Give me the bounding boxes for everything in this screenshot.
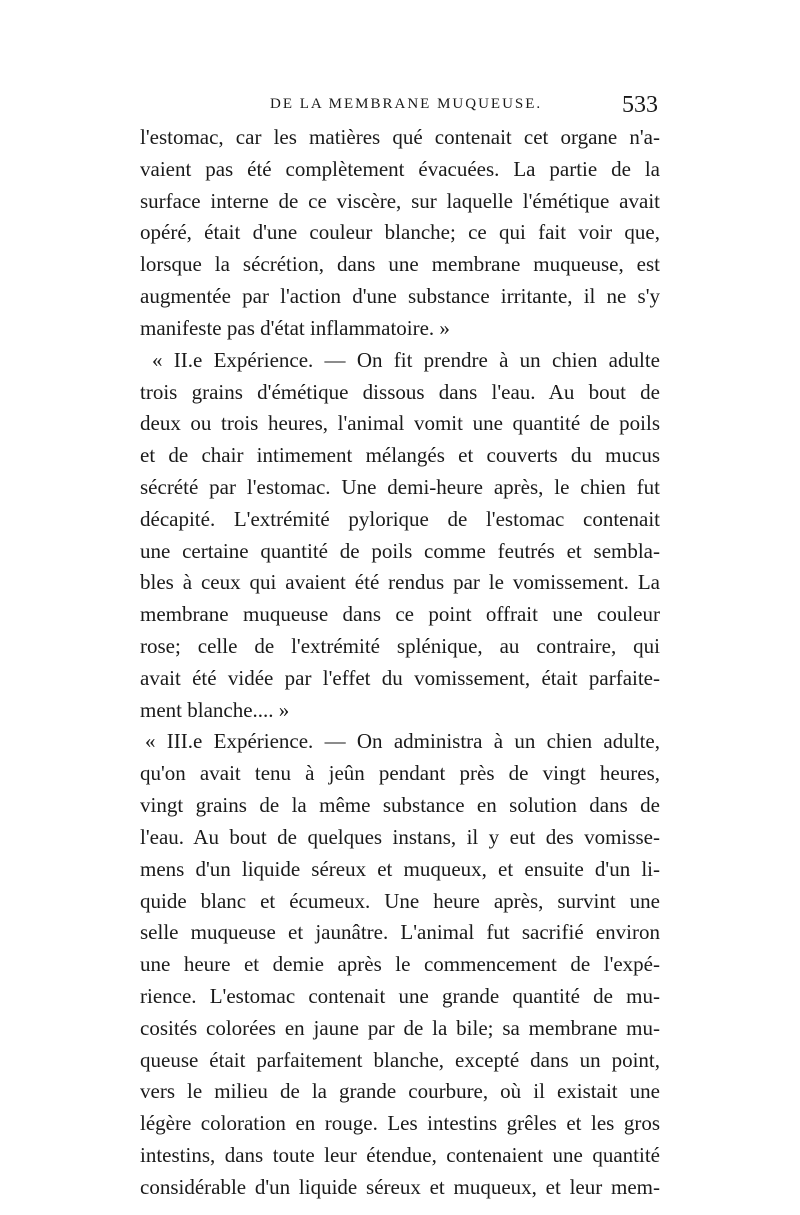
text-line: bles à ceux qui avaient été rendus par le vomissement. La <box>140 570 660 595</box>
text-line: rience. L'estomac contenait une grande quantité de mu- <box>140 983 660 1008</box>
text-line: une certaine quantité de poils comme feutrés et sembla- <box>140 538 660 563</box>
text-line: vers le milieu de la grande courbure, où il existait une <box>140 1079 660 1104</box>
text-line: augmentée par l'action d'une substance irritante, il ne s'y <box>140 284 660 309</box>
text-line: sécrété par l'estomac. Une demi-heure après, le chien fut <box>140 474 660 499</box>
text-line: lorsque la sécrétion, dans une membrane muqueuse, est <box>140 252 660 277</box>
text-line: vingt grains de la même substance en solution dans de <box>140 793 660 818</box>
running-head <box>140 92 670 122</box>
text-line: ment blanche.... » <box>140 697 290 722</box>
text-line: manifeste pas d'état inflammatoire. » <box>140 315 450 340</box>
text-line: légère coloration en rouge. Les intestins grêles et les gros <box>140 1111 660 1136</box>
text-line: mens d'un liquide séreux et muqueux, et ensuite d'un li- <box>140 856 660 881</box>
text-line: queuse était parfaitement blanche, excepté dans un point, <box>140 1047 660 1072</box>
text-line: considérable d'un liquide séreux et muqueux, et leur mem- <box>140 1174 660 1199</box>
text-line: décapité. L'extrémité pylorique de l'estomac contenait <box>140 506 660 531</box>
page-number: 533 <box>622 92 658 118</box>
body-text <box>140 122 660 1204</box>
text-line: cosités colorées en jaune par de la bile; sa membrane mu- <box>140 1015 660 1040</box>
text-line: et de chair intimement mélangés et couverts du mucus <box>140 443 660 468</box>
text-line: quide blanc et écumeux. Une heure après, survint une <box>140 888 660 913</box>
text-line: selle muqueuse et jaunâtre. L'animal fut sacrifié environ <box>140 920 660 945</box>
text-line: membrane muqueuse dans ce point offrait une couleur <box>140 602 660 627</box>
text-line: « II.e Expérience. — On fit prendre à un chien adulte <box>152 347 660 372</box>
text-line: « III.e Expérience. — On administra à un chien adulte, <box>145 729 660 754</box>
text-line: trois grains d'émétique dissous dans l'eau. Au bout de <box>140 379 660 404</box>
text-line: opéré, était d'une couleur blanche; ce qui fait voir que, <box>140 220 660 245</box>
running-title: DE LA MEMBRANE MUQUEUSE. <box>270 96 543 112</box>
text-line: surface interne de ce viscère, sur laquelle l'émétique avait <box>140 188 660 213</box>
text-line: avait été vidée par l'effet du vomissement, était parfaite- <box>140 665 660 690</box>
text-line: l'estomac, car les matières qué contenait cet organe n'a- <box>140 125 660 149</box>
text-line: intestins, dans toute leur étendue, contenaient une quantité <box>140 1143 660 1167</box>
text-line: l'eau. Au bout de quelques instans, il y eut des vomisse- <box>140 824 660 849</box>
text-line: qu'on avait tenu à jeûn pendant près de vingt heures, <box>140 761 660 786</box>
text-line: deux ou trois heures, l'animal vomit une quantité de poils <box>140 411 660 436</box>
text-line: rose; celle de l'extrémité splénique, au contraire, qui <box>140 634 660 658</box>
text-line: vaient pas été complètement évacuées. La partie de la <box>140 156 660 181</box>
text-line: une heure et demie après le commencement de l'expé- <box>140 952 660 977</box>
